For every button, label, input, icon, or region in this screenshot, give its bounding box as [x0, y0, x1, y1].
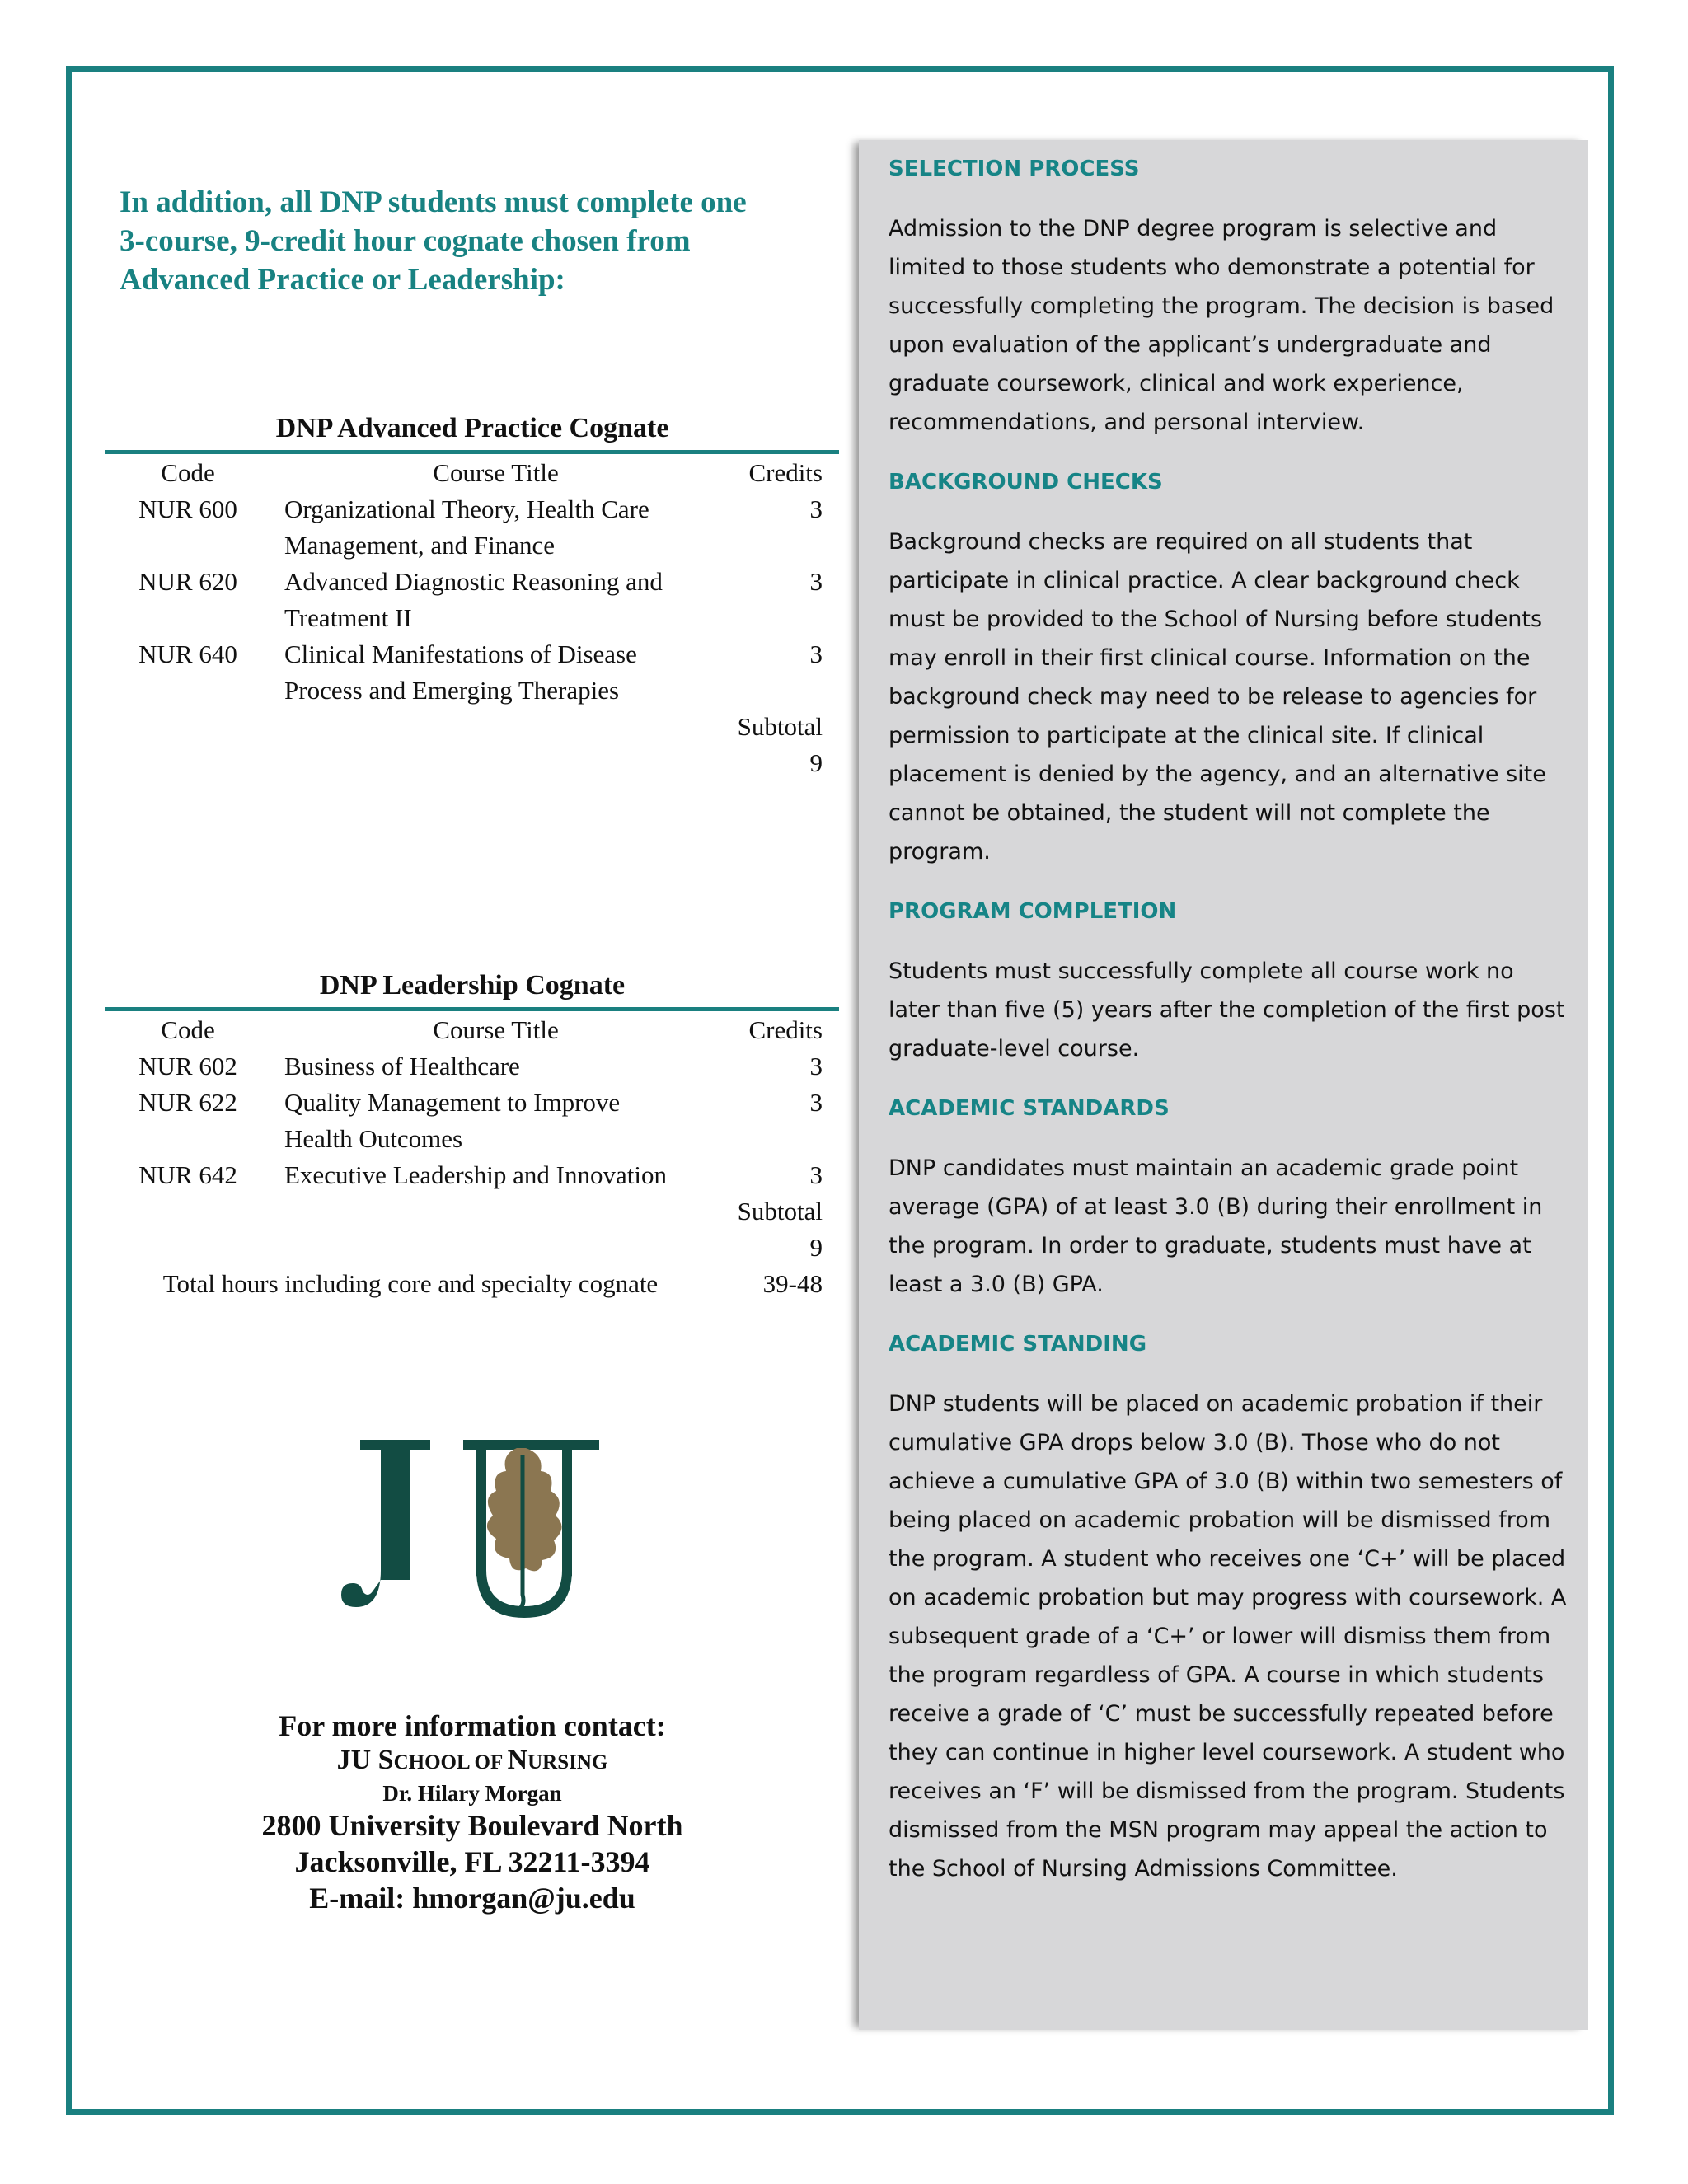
academic-standards-text: DNP candidates must maintain an academic grade point average (GPA) of at least 3.0 (B) during their enrollment in the program. In order to graduate, students must have at least a 3.0 (B) GPA. [889, 1155, 1543, 1297]
info-sidebar [859, 140, 1588, 2030]
table-row [106, 1085, 839, 1157]
background-checks-text: Background checks are required on all students that participate in clinical practice. A clear background check must be provided to the School of Nursing before students may enroll in their first clinical course. Information on the background check may need to be release to agencies for permission to participate at the clinical site. If clinical placement is denied by the agency, and an alternative site cannot be obtained, the student will not complete the program. [889, 529, 1546, 865]
academic-standing-heading: ACADEMIC STANDING [889, 1332, 1147, 1357]
column-header-credits: Credits [748, 458, 823, 487]
total-value: 39-48 [762, 1269, 823, 1298]
course-code: NUR 642 [138, 1160, 237, 1189]
academic-standing-text: DNP students will be placed on academic probation if their cumulative GPA drops below 3.0 (B). Those who do not achieve a cumulative GPA of 3.0 (B) within two semesters of being placed on academic probation will be dismissed from the program. A student who receives one ‘C+’ will be placed on academic probation but may progress with coursework. A subsequent grade of a ‘C+’ or lower will dismiss them from the program regardless of GPA. A course in which students receive a grade of ‘C’ must be successfully repeated before they can continue in higher level coursework. A student who receives an ‘F’ will be dismissed from the program. Students dismissed from the MSN program may appeal the action to the School of Nursing Admissions Committee. [889, 1391, 1567, 1882]
advanced-cognate-title: DNP Advanced Practice Cognate [275, 413, 669, 443]
intro-heading [120, 183, 837, 299]
table-header-row [106, 1012, 839, 1048]
ju-logo-icon [340, 1430, 603, 1624]
subtotal-label: Subtotal [737, 712, 823, 741]
advanced-cognate-table [106, 455, 839, 781]
column-header-credits: Credits [748, 1015, 823, 1044]
course-credits: 3 [809, 1088, 823, 1117]
contact-email: E-mail: hmorgan@ju.edu [309, 1882, 635, 1915]
course-code: NUR 620 [138, 567, 237, 596]
course-code: NUR 640 [138, 640, 237, 668]
table-header-row [106, 455, 839, 491]
course-credits: 3 [809, 567, 823, 596]
table-row [106, 636, 839, 709]
column-header-title: Course Title [433, 458, 559, 487]
contact-heading: For more information contact: [279, 1709, 666, 1742]
course-title: Executive Leadership and Innovation [284, 1160, 667, 1189]
contact-city: Jacksonville, FL 32211-3394 [294, 1845, 650, 1878]
course-title: Advanced Diagnostic Reasoning and Treatment II [284, 567, 663, 632]
course-credits: 3 [809, 1160, 823, 1189]
course-title: Clinical Manifestations of Disease Process and Emerging Therapies [284, 640, 637, 705]
program-completion-heading: PROGRAM COMPLETION [889, 899, 1177, 924]
contact-address: 2800 University Boulevard North [261, 1809, 683, 1842]
course-title: Quality Management to Improve Health Outcomes [284, 1088, 621, 1153]
course-code: NUR 622 [138, 1088, 237, 1117]
selection-process-text: Admission to the DNP degree program is selective and limited to those students who demonstrate a potential for successfully completing the program. The decision is based upon evaluation of the applicant’s undergraduate and graduate coursework, clinical and work experience, recommendations, and personal interview. [889, 216, 1554, 435]
table-row [106, 491, 839, 564]
course-credits: 3 [809, 494, 823, 523]
subtotal-value: 9 [809, 1233, 823, 1262]
total-row [106, 1266, 839, 1302]
course-code: NUR 602 [138, 1052, 237, 1080]
leadership-cognate-rule [106, 1007, 839, 1011]
total-label: Total hours including core and specialty cognate [162, 1269, 659, 1298]
leadership-cognate-table [106, 1012, 839, 1302]
program-completion-text: Students must successfully complete all course work no later than five (5) years after the completion of the first post graduate-level course. [889, 958, 1565, 1062]
course-credits: 3 [809, 1052, 823, 1080]
advanced-cognate-rule [106, 450, 839, 454]
table-row [106, 1157, 839, 1193]
column-header-code: Code [161, 1015, 215, 1044]
column-header-title: Course Title [433, 1015, 559, 1044]
selection-process-heading: SELECTION PROCESS [889, 157, 1140, 181]
table-row [106, 1048, 839, 1085]
column-header-code: Code [161, 458, 215, 487]
school-name: JU SCHOOL OF NURSING [336, 1745, 608, 1775]
table-row [106, 564, 839, 636]
contact-name: Dr. Hilary Morgan [382, 1781, 562, 1806]
course-title: Organizational Theory, Health Care Management, and Finance [284, 494, 649, 560]
subtotal-label: Subtotal [737, 1197, 823, 1226]
course-title: Business of Healthcare [284, 1052, 520, 1080]
academic-standards-heading: ACADEMIC STANDARDS [889, 1096, 1170, 1121]
subtotal-value: 9 [809, 748, 823, 777]
contact-block [106, 1708, 839, 1916]
background-checks-heading: BACKGROUND CHECKS [889, 470, 1163, 494]
intro-line: 3-course, 9-credit hour cognate chosen from [120, 224, 691, 258]
intro-line: In addition, all DNP students must complete one [120, 185, 747, 219]
leadership-cognate-title: DNP Leadership Cognate [319, 970, 626, 1001]
ju-logo [340, 1430, 603, 1624]
course-code: NUR 600 [138, 494, 237, 523]
course-credits: 3 [809, 640, 823, 668]
intro-line: Advanced Practice or Leadership: [120, 263, 565, 297]
